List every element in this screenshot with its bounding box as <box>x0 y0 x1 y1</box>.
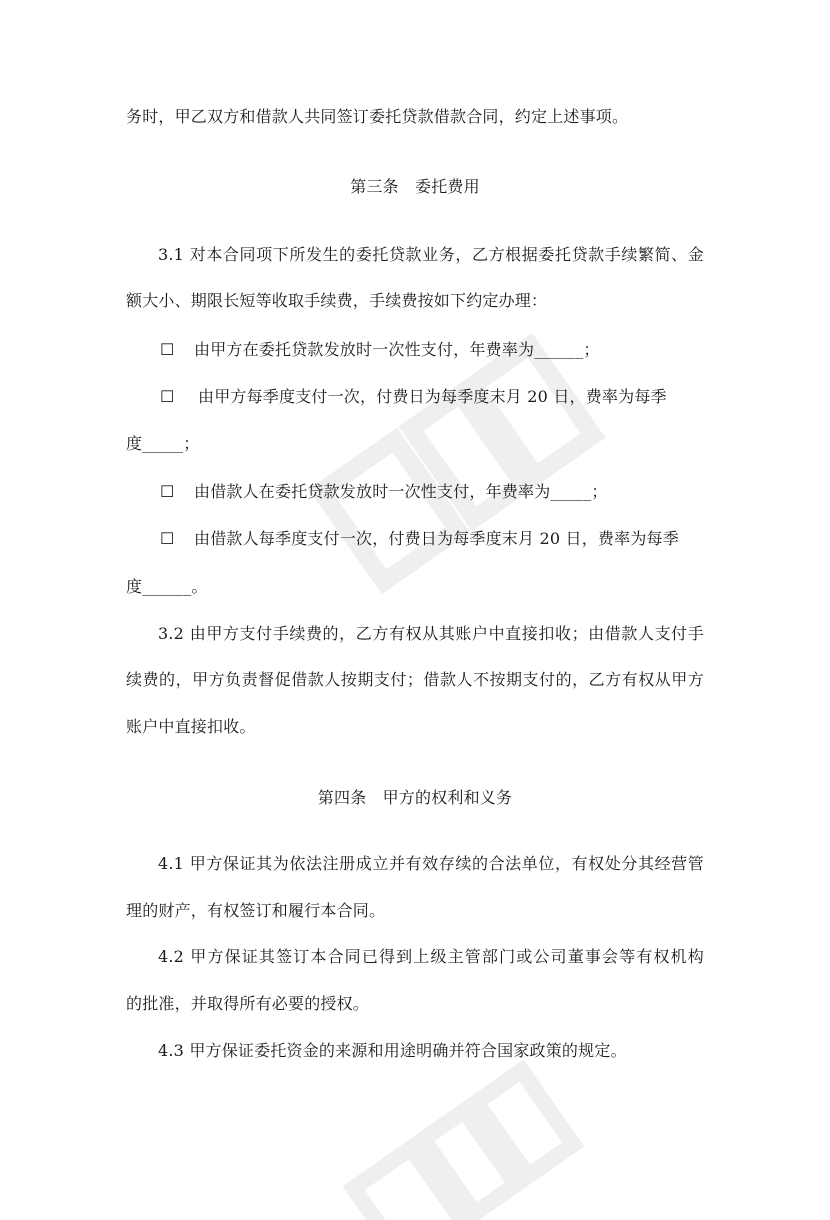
clause-4-1-line-2: 理的财产，有权签订和履行本合同。 <box>126 901 386 920</box>
fee-option-4 <box>160 528 679 550</box>
fee-option-2-line-2: 度_____； <box>126 434 200 453</box>
clause-3-2-line-2: 续费的，甲方负责督促借款人按期支付；借款人不按期支付的，乙方有权从甲方 <box>126 670 704 689</box>
checkbox-icon[interactable]: ☐ <box>160 482 175 501</box>
section-heading-4: 第四条 甲方的权利和义务 <box>317 788 513 807</box>
clause-3-1-line-2: 额大小、期限长短等收取手续费，手续费按如下约定办理： <box>126 291 548 310</box>
fee-option-2-text: 由甲方每季度支付一次，付费日为每季度末月 20 日，费率为每季 <box>198 387 667 406</box>
clause-4-1-line-1: 4.1 甲方保证其为依法注册成立并有效存续的合法单位，有权处分其经营管 <box>158 854 704 873</box>
watermark-graphic-lower <box>340 1060 600 1220</box>
fee-option-1 <box>160 339 600 361</box>
clause-3-2-line-3: 账户中直接扣收。 <box>126 717 256 736</box>
fee-option-1-text: 由甲方在委托贷款发放时一次性支付，年费率为______； <box>194 340 600 359</box>
fee-option-4-line-2: 度______。 <box>126 577 208 596</box>
clause-3-1-line-1: 3.1 对本合同项下所发生的委托贷款业务，乙方根据委托贷款手续繁简、金 <box>158 245 704 264</box>
clause-4-3-line-1: 4.3 甲方保证委托资金的来源和用途明确并符合国家政策的规定。 <box>158 1041 627 1060</box>
fee-option-2 <box>160 386 706 408</box>
fee-option-4-text: 由借款人每季度支付一次，付费日为每季度末月 20 日，费率为每季 <box>194 529 679 548</box>
checkbox-icon[interactable]: ☐ <box>160 387 175 406</box>
section-heading-3: 第三条 委托费用 <box>350 177 480 196</box>
clause-4-2-line-1: 4.2 甲方保证其签订本合同已得到上级主管部门或公司董事会等有权机构 <box>158 947 704 966</box>
clause-3-2-line-1: 3.2 由甲方支付手续费的，乙方有权从其账户中直接扣收；由借款人支付手 <box>158 624 704 643</box>
checkbox-icon[interactable]: ☐ <box>160 529 175 548</box>
checkbox-icon[interactable]: ☐ <box>160 340 175 359</box>
fee-option-3 <box>160 481 608 503</box>
clause-4-2-line-2: 的批准，并取得所有必要的授权。 <box>126 994 370 1013</box>
fee-option-3-text: 由借款人在委托贷款发放时一次性支付，年费率为_____； <box>194 482 608 501</box>
paragraph-continuation: 务时，甲乙双方和借款人共同签订委托贷款借款合同，约定上述事项。 <box>126 107 629 126</box>
